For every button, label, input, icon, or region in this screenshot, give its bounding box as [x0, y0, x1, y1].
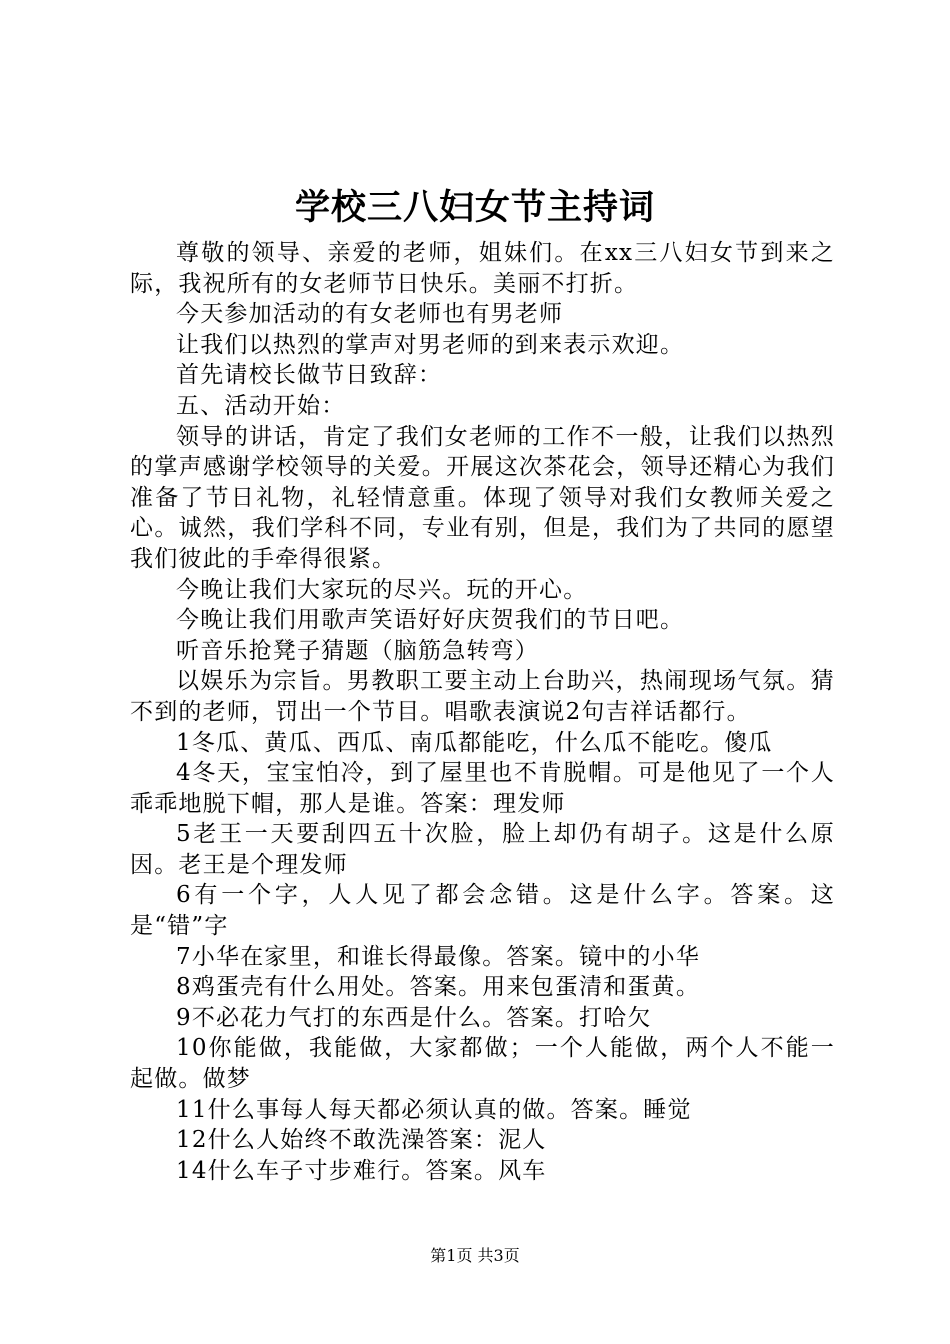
document-title: 学校三八妇女节主持词 [294, 187, 655, 228]
paragraph: 尊敬的领导、亲爱的老师，姐妹们。在xx三八妇女节到来之际，我祝所有的女老师节日快乐。美丽不打折。 [130, 240, 835, 297]
riddle-item: 1冬瓜、黄瓜、西瓜、南瓜都能吃，什么瓜不能吃。傻瓜 [176, 729, 773, 756]
riddle-item: 12什么人始终不敢洗澡答案：泥人 [176, 1127, 547, 1154]
riddle-item: 10你能做，我能做，大家都做；一个人能做，两个人不能一起做。做梦 [130, 1035, 835, 1093]
riddle-item: 11什么事每人每天都必须认真的做。答案。睡觉 [176, 1096, 692, 1123]
paragraph: 让我们以热烈的掌声对男老师的到来表示欢迎。 [176, 331, 685, 358]
riddle-item: 9不必花力气打的东西是什么。答案。打哈欠 [176, 1004, 652, 1031]
riddle-item: 4冬天，宝宝怕冷，到了屋里也不肯脱帽。可是他见了一个人乖乖地脱下帽，那人是谁。答案：理发师 [130, 760, 835, 817]
paragraph: 首先请校长做节日致辞： [176, 362, 443, 389]
riddle-item: 14什么车子寸步难行。答案。风车 [176, 1157, 547, 1184]
riddle-item: 8鸡蛋壳有什么用处。答案。用来包蛋清和蛋黄。 [176, 974, 701, 1001]
paragraph: 听音乐抢凳子猜题（脑筋急转弯） [176, 637, 539, 664]
paragraph: 今天参加活动的有女老师也有男老师 [176, 301, 564, 328]
paragraph: 今晚让我们大家玩的尽兴。玩的开心。 [176, 576, 588, 603]
paragraph: 五、活动开始： [176, 392, 346, 419]
riddle-item: 5老王一天要刮四五十次脸，脸上却仍有胡子。这是什么原因。老王是个理发师 [130, 821, 835, 878]
riddle-item: 7小华在家里，和谁长得最像。答案。镜中的小华 [176, 943, 701, 970]
page-footer: 第1页 共3页 [430, 1246, 520, 1265]
paragraph: 今晚让我们用歌声笑语好好庆贺我们的节日吧。 [176, 607, 685, 634]
paragraph: 领导的讲话，肯定了我们女老师的工作不一般，让我们以热烈的掌声感谢学校领导的关爱。开展这次茶花会，领导还精心为我们准备了节日礼物，礼轻情意重。体现了领导对我们女教师关爱之心。诚然，我们学科不同，专业有别，但是，我们为了共同的愿望我们彼此的手牵得很紧。 [130, 423, 835, 572]
paragraph: 以娱乐为宗旨。男教职工要主动上台助兴，热闹现场气氛。猜不到的老师，罚出一个节目。唱歌表演说2句吉祥话都行。 [130, 668, 835, 725]
document-body [130, 238, 835, 1186]
riddle-item: 6有一个字，人人见了都会念错。这是什么字。答案。这是“错”字 [130, 882, 835, 940]
